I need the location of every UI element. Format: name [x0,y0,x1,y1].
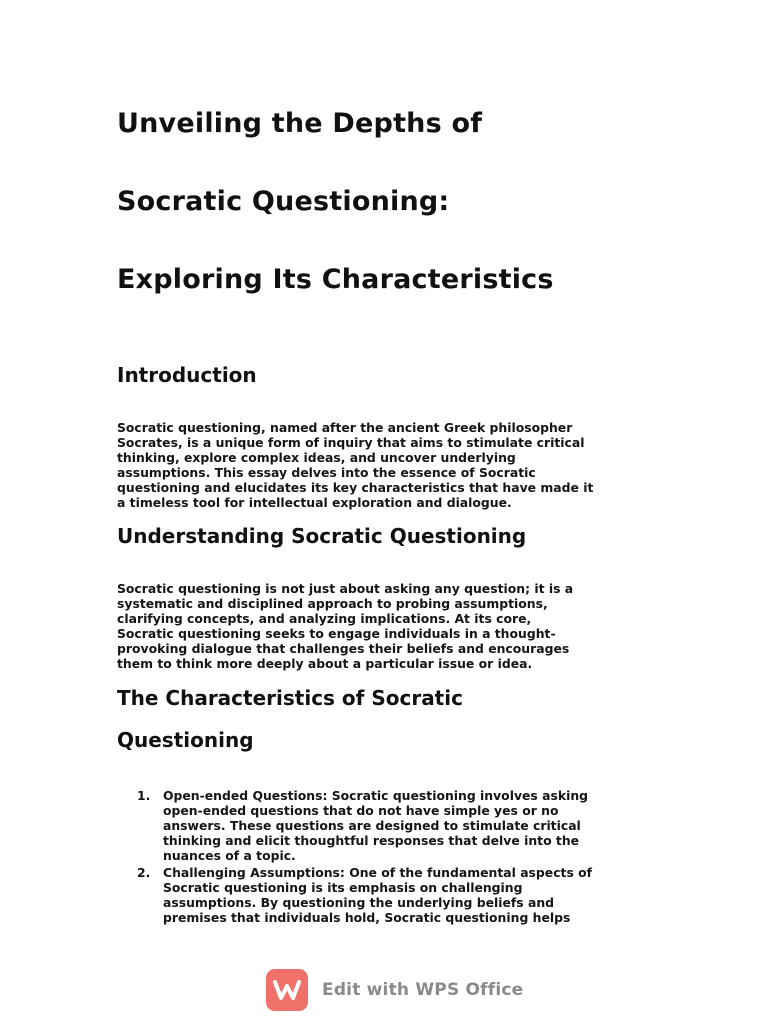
paragraph-line: Socratic questioning seeks to engage individuals in a thought- [117,626,556,641]
introduction-paragraph [117,420,662,510]
paragraph-line: questioning and elucidates its key characteristics that have made it [117,480,594,495]
characteristics-list [117,788,662,927]
list-item [117,865,662,925]
title-line-3: Exploring Its Characteristics [117,264,554,295]
title-line-2: Socratic Questioning: [117,186,450,217]
characteristics-heading-line-2: Questioning [117,728,254,752]
list-item-line: open-ended questions that do not have simple yes or no [163,803,559,818]
list-item-line: premises that individuals hold, Socratic questioning helps [163,910,571,925]
wps-logo-icon[interactable] [266,969,308,1011]
characteristics-heading-line-1: The Characteristics of Socratic [117,686,463,710]
paragraph-line: provoking dialogue that challenges their beliefs and encourages [117,641,570,656]
edit-with-wps-link[interactable]: Edit with WPS Office [322,980,524,1000]
list-item-line: answers. These questions are designed to stimulate critical [163,818,581,833]
paragraph-line: Socratic questioning, named after the ancient Greek philosopher [117,420,573,435]
understanding-paragraph [117,581,662,671]
paragraph-line: a timeless tool for intellectual exploration and dialogue. [117,495,512,510]
list-item-line: assumptions. By questioning the underlying beliefs and [163,895,555,910]
list-item-line: thinking and elicit thoughtful responses that delve into the [163,833,580,848]
title-line-1: Unveiling the Depths of [117,108,483,139]
list-item-line: Socratic questioning is its emphasis on challenging [163,880,523,895]
paragraph-line: Socratic questioning is not just about asking any question; it is a [117,581,574,596]
introduction-heading: Introduction [117,363,257,387]
paragraph-line: Socrates, is a unique form of inquiry that aims to stimulate critical [117,435,585,450]
list-item-line: Challenging Assumptions: One of the fundamental aspects of [163,865,593,880]
paragraph-line: thinking, explore complex ideas, and uncover underlying [117,450,516,465]
list-item [117,788,662,863]
paragraph-line: them to think more deeply about a particular issue or idea. [117,656,533,671]
paragraph-line: systematic and disciplined approach to probing assumptions, [117,596,548,611]
paragraph-line: assumptions. This essay delves into the essence of Socratic [117,465,536,480]
paragraph-line: clarifying concepts, and analyzing implications. At its core, [117,611,532,626]
list-item-number: 1. [137,788,151,803]
list-item-line: nuances of a topic. [163,848,296,863]
list-item-number: 2. [137,865,151,880]
wps-edit-banner[interactable] [266,968,523,1012]
understanding-heading: Understanding Socratic Questioning [117,524,527,548]
list-item-line: Open-ended Questions: Socratic questioning involves asking [163,788,589,803]
